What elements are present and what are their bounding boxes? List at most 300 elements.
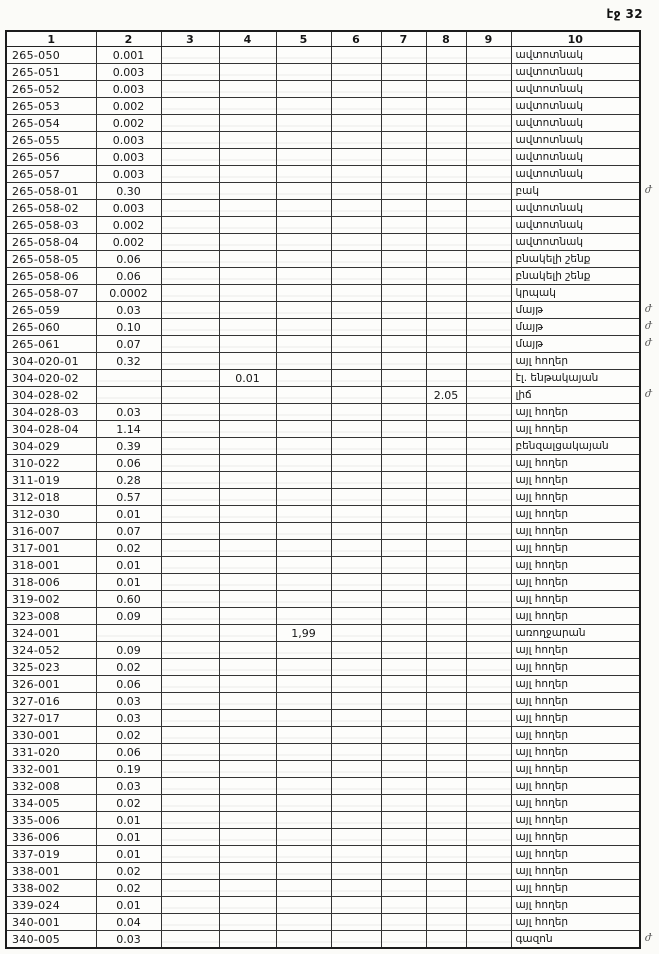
value-cell [276, 812, 331, 829]
parcel-code: 265-053 [6, 98, 96, 115]
value-cell [466, 268, 511, 285]
value-cell [381, 217, 426, 234]
value-cell [219, 829, 276, 846]
value-cell [276, 931, 331, 949]
land-use-label: ավտոտնակ [511, 64, 640, 81]
value-cell [426, 370, 466, 387]
column-header-8: 8 [426, 31, 466, 47]
value-cell [161, 489, 219, 506]
value-cell: 0.19 [96, 761, 161, 778]
value-cell [161, 795, 219, 812]
value-cell [381, 234, 426, 251]
value-cell: 0.01 [96, 829, 161, 846]
value-cell [219, 523, 276, 540]
land-use-label: այլ հողեր [511, 693, 640, 710]
value-cell [466, 387, 511, 404]
value-cell [161, 200, 219, 217]
value-cell [161, 523, 219, 540]
value-cell [331, 149, 381, 166]
value-cell [466, 302, 511, 319]
value-cell [426, 404, 466, 421]
table-row [6, 336, 640, 353]
table-row [6, 591, 640, 608]
value-cell: 0.03 [96, 931, 161, 949]
value-cell [466, 64, 511, 81]
value-cell [219, 778, 276, 795]
value-cell [219, 506, 276, 523]
value-cell [466, 931, 511, 949]
value-cell [426, 336, 466, 353]
value-cell [161, 540, 219, 557]
land-use-label: էլ. ենթակայան [511, 370, 640, 387]
table-row [6, 251, 640, 268]
parcel-code: 332-001 [6, 761, 96, 778]
value-cell [331, 404, 381, 421]
value-cell: 0.02 [96, 880, 161, 897]
value-cell [331, 710, 381, 727]
value-cell [426, 880, 466, 897]
value-cell [331, 234, 381, 251]
land-use-label: այլ հողեր [511, 795, 640, 812]
value-cell [276, 404, 331, 421]
parcel-code: 310-022 [6, 455, 96, 472]
value-cell [466, 914, 511, 931]
land-use-label: ավտոտնակ [511, 217, 640, 234]
land-use-label: առողջարան [511, 625, 640, 642]
value-cell [161, 506, 219, 523]
value-cell [426, 557, 466, 574]
value-cell [426, 676, 466, 693]
land-use-label: այլ հողեր [511, 404, 640, 421]
table-row [6, 285, 640, 302]
column-header-10: 10 [511, 31, 640, 47]
value-cell [381, 166, 426, 183]
land-use-label: բակ [511, 183, 640, 200]
value-cell [381, 625, 426, 642]
parcel-code: 312-030 [6, 506, 96, 523]
column-header-5: 5 [276, 31, 331, 47]
table-row [6, 132, 640, 149]
value-cell [276, 115, 331, 132]
land-use-label: այլ հողեր [511, 523, 640, 540]
value-cell [276, 608, 331, 625]
value-cell: 0.32 [96, 353, 161, 370]
table-row [6, 608, 640, 625]
value-cell [426, 506, 466, 523]
value-cell [219, 812, 276, 829]
value-cell [466, 506, 511, 523]
value-cell [161, 455, 219, 472]
value-cell [161, 404, 219, 421]
value-cell [219, 302, 276, 319]
table-row [6, 438, 640, 455]
value-cell [466, 421, 511, 438]
land-use-label: այլ հողեր [511, 812, 640, 829]
value-cell: 1.14 [96, 421, 161, 438]
value-cell [426, 846, 466, 863]
value-cell: 0.28 [96, 472, 161, 489]
value-cell: 0.04 [96, 914, 161, 931]
value-cell [219, 132, 276, 149]
table-row [6, 914, 640, 931]
value-cell [219, 863, 276, 880]
land-use-label: այլ հողեր [511, 710, 640, 727]
value-cell [466, 370, 511, 387]
value-cell [219, 421, 276, 438]
value-cell [276, 319, 331, 336]
value-cell [331, 608, 381, 625]
value-cell [219, 98, 276, 115]
value-cell [466, 132, 511, 149]
value-cell: 0.003 [96, 64, 161, 81]
land-use-label: այլ հողեր [511, 557, 640, 574]
value-cell [276, 863, 331, 880]
land-use-label: այլ հողեր [511, 863, 640, 880]
value-cell: 0.01 [96, 506, 161, 523]
margin-annotation: ժ [645, 388, 652, 400]
value-cell [426, 64, 466, 81]
value-cell [331, 472, 381, 489]
value-cell [331, 761, 381, 778]
value-cell [219, 710, 276, 727]
value-cell [219, 625, 276, 642]
value-cell [331, 676, 381, 693]
value-cell [219, 574, 276, 591]
value-cell [161, 625, 219, 642]
value-cell [331, 659, 381, 676]
value-cell [331, 353, 381, 370]
table-row [6, 506, 640, 523]
land-use-label: ավտոտնակ [511, 200, 640, 217]
value-cell [161, 336, 219, 353]
value-cell [331, 489, 381, 506]
parcel-code: 335-006 [6, 812, 96, 829]
land-use-label: այլ հողեր [511, 608, 640, 625]
value-cell [96, 387, 161, 404]
column-header-2: 2 [96, 31, 161, 47]
value-cell [331, 438, 381, 455]
value-cell [276, 523, 331, 540]
table-row [6, 217, 640, 234]
value-cell [161, 234, 219, 251]
value-cell [381, 897, 426, 914]
table-row [6, 200, 640, 217]
value-cell [161, 676, 219, 693]
value-cell [219, 642, 276, 659]
table-row [6, 710, 640, 727]
parcel-code: 265-061 [6, 336, 96, 353]
table-row [6, 421, 640, 438]
value-cell [276, 795, 331, 812]
column-header-9: 9 [466, 31, 511, 47]
value-cell [276, 914, 331, 931]
table-row [6, 574, 640, 591]
value-cell [276, 268, 331, 285]
margin-annotation: ժ [645, 184, 652, 196]
value-cell [276, 64, 331, 81]
value-cell [381, 574, 426, 591]
parcel-code: 336-006 [6, 829, 96, 846]
value-cell: 0.07 [96, 336, 161, 353]
land-use-label: մայթ [511, 319, 640, 336]
value-cell [219, 914, 276, 931]
value-cell [426, 81, 466, 98]
value-cell [466, 761, 511, 778]
value-cell: 1,99 [276, 625, 331, 642]
value-cell: 2.05 [426, 387, 466, 404]
value-cell [466, 795, 511, 812]
value-cell [426, 472, 466, 489]
value-cell: 0.01 [96, 846, 161, 863]
value-cell [426, 319, 466, 336]
value-cell [276, 574, 331, 591]
column-header-1: 1 [6, 31, 96, 47]
value-cell [466, 489, 511, 506]
value-cell [426, 47, 466, 64]
parcel-code: 324-001 [6, 625, 96, 642]
value-cell: 0.03 [96, 302, 161, 319]
value-cell [331, 812, 381, 829]
value-cell [381, 47, 426, 64]
value-cell [466, 166, 511, 183]
table-row [6, 846, 640, 863]
value-cell [331, 421, 381, 438]
value-cell [161, 438, 219, 455]
value-cell [161, 710, 219, 727]
land-use-label: այլ հողեր [511, 897, 640, 914]
value-cell [219, 115, 276, 132]
value-cell: 0.06 [96, 455, 161, 472]
value-cell: 0.02 [96, 795, 161, 812]
value-cell [426, 115, 466, 132]
parcel-code: 265-059 [6, 302, 96, 319]
value-cell [161, 251, 219, 268]
value-cell: 0.06 [96, 251, 161, 268]
value-cell [161, 387, 219, 404]
value-cell [219, 472, 276, 489]
value-cell [219, 608, 276, 625]
value-cell [466, 642, 511, 659]
value-cell [219, 744, 276, 761]
parcel-code: 304-028-02 [6, 387, 96, 404]
value-cell [161, 217, 219, 234]
value-cell [426, 625, 466, 642]
value-cell [381, 506, 426, 523]
parcel-code: 323-008 [6, 608, 96, 625]
margin-annotation: ժ [645, 320, 652, 332]
table-row [6, 829, 640, 846]
table-row [6, 455, 640, 472]
value-cell [219, 540, 276, 557]
table-row [6, 625, 640, 642]
value-cell [426, 642, 466, 659]
value-cell [276, 336, 331, 353]
value-cell [426, 812, 466, 829]
land-use-label: այլ հողեր [511, 574, 640, 591]
value-cell [381, 183, 426, 200]
column-header-6: 6 [331, 31, 381, 47]
land-use-label: այլ հողեր [511, 540, 640, 557]
value-cell: 0.57 [96, 489, 161, 506]
value-cell [161, 642, 219, 659]
value-cell [466, 115, 511, 132]
parcel-code: 265-060 [6, 319, 96, 336]
value-cell: 0.03 [96, 710, 161, 727]
value-cell [331, 166, 381, 183]
value-cell [426, 608, 466, 625]
value-cell [161, 149, 219, 166]
header-row [6, 31, 640, 47]
value-cell [331, 574, 381, 591]
value-cell [276, 659, 331, 676]
value-cell [381, 370, 426, 387]
land-use-label: մայթ [511, 336, 640, 353]
value-cell [331, 47, 381, 64]
value-cell [466, 234, 511, 251]
value-cell [219, 251, 276, 268]
value-cell [426, 421, 466, 438]
table-row [6, 744, 640, 761]
value-cell [381, 353, 426, 370]
parcel-code: 265-058-01 [6, 183, 96, 200]
value-cell [276, 149, 331, 166]
value-cell [219, 387, 276, 404]
table-row [6, 115, 640, 132]
parcel-code: 265-058-05 [6, 251, 96, 268]
parcel-code: 265-058-07 [6, 285, 96, 302]
value-cell [219, 353, 276, 370]
parcel-code: 265-055 [6, 132, 96, 149]
value-cell [161, 778, 219, 795]
value-cell [161, 574, 219, 591]
value-cell [466, 285, 511, 302]
value-cell [426, 829, 466, 846]
value-cell [466, 863, 511, 880]
parcel-code: 340-001 [6, 914, 96, 931]
table-row [6, 404, 640, 421]
land-use-label: այլ հողեր [511, 489, 640, 506]
table-row [6, 319, 640, 336]
value-cell [466, 47, 511, 64]
value-cell [276, 132, 331, 149]
value-cell [161, 268, 219, 285]
parcel-code: 331-020 [6, 744, 96, 761]
value-cell [381, 795, 426, 812]
parcel-code: 340-005 [6, 931, 96, 949]
value-cell [276, 200, 331, 217]
value-cell [331, 302, 381, 319]
value-cell [381, 421, 426, 438]
value-cell [381, 591, 426, 608]
value-cell: 0.06 [96, 268, 161, 285]
value-cell [161, 829, 219, 846]
value-cell [426, 438, 466, 455]
table-row [6, 676, 640, 693]
value-cell [96, 625, 161, 642]
table-row [6, 693, 640, 710]
table-row [6, 268, 640, 285]
table-row [6, 353, 640, 370]
value-cell [426, 778, 466, 795]
value-cell [381, 880, 426, 897]
value-cell [466, 574, 511, 591]
value-cell [161, 132, 219, 149]
land-use-label: այլ հողեր [511, 506, 640, 523]
table-row [6, 302, 640, 319]
value-cell [426, 268, 466, 285]
value-cell [331, 795, 381, 812]
value-cell: 0.30 [96, 183, 161, 200]
land-use-label: ավտոտնակ [511, 98, 640, 115]
value-cell [276, 897, 331, 914]
parcel-code: 318-006 [6, 574, 96, 591]
value-cell [276, 829, 331, 846]
land-use-label: ավտոտնակ [511, 132, 640, 149]
value-cell: 0.01 [219, 370, 276, 387]
table-row [6, 472, 640, 489]
value-cell [381, 931, 426, 949]
value-cell [276, 880, 331, 897]
value-cell [161, 744, 219, 761]
value-cell [276, 710, 331, 727]
value-cell: 0.001 [96, 47, 161, 64]
value-cell: 0.003 [96, 149, 161, 166]
value-cell: 0.002 [96, 98, 161, 115]
value-cell [219, 234, 276, 251]
land-use-label: այլ հողեր [511, 761, 640, 778]
value-cell: 0.01 [96, 574, 161, 591]
value-cell [331, 370, 381, 387]
value-cell [219, 693, 276, 710]
value-cell [161, 693, 219, 710]
land-use-label: ավտոտնակ [511, 166, 640, 183]
value-cell [426, 455, 466, 472]
value-cell [276, 676, 331, 693]
value-cell [466, 353, 511, 370]
value-cell [161, 659, 219, 676]
parcel-code: 311-019 [6, 472, 96, 489]
land-use-label: ավտոտնակ [511, 81, 640, 98]
value-cell [276, 234, 331, 251]
parcel-code: 326-001 [6, 676, 96, 693]
parcel-code: 304-020-02 [6, 370, 96, 387]
table-row [6, 183, 640, 200]
parcel-code: 330-001 [6, 727, 96, 744]
parcel-code: 316-007 [6, 523, 96, 540]
value-cell [381, 455, 426, 472]
value-cell: 0.02 [96, 540, 161, 557]
value-cell [331, 591, 381, 608]
value-cell [381, 149, 426, 166]
value-cell [381, 642, 426, 659]
parcel-code: 327-016 [6, 693, 96, 710]
table-row [6, 557, 640, 574]
value-cell [219, 455, 276, 472]
value-cell [219, 47, 276, 64]
value-cell [381, 438, 426, 455]
table-row [6, 523, 640, 540]
value-cell [381, 81, 426, 98]
value-cell [426, 302, 466, 319]
value-cell [426, 523, 466, 540]
value-cell [466, 81, 511, 98]
land-use-label: ավտոտնակ [511, 149, 640, 166]
value-cell [276, 761, 331, 778]
value-cell [276, 81, 331, 98]
value-cell [426, 234, 466, 251]
value-cell [381, 846, 426, 863]
land-use-label: այլ հողեր [511, 778, 640, 795]
